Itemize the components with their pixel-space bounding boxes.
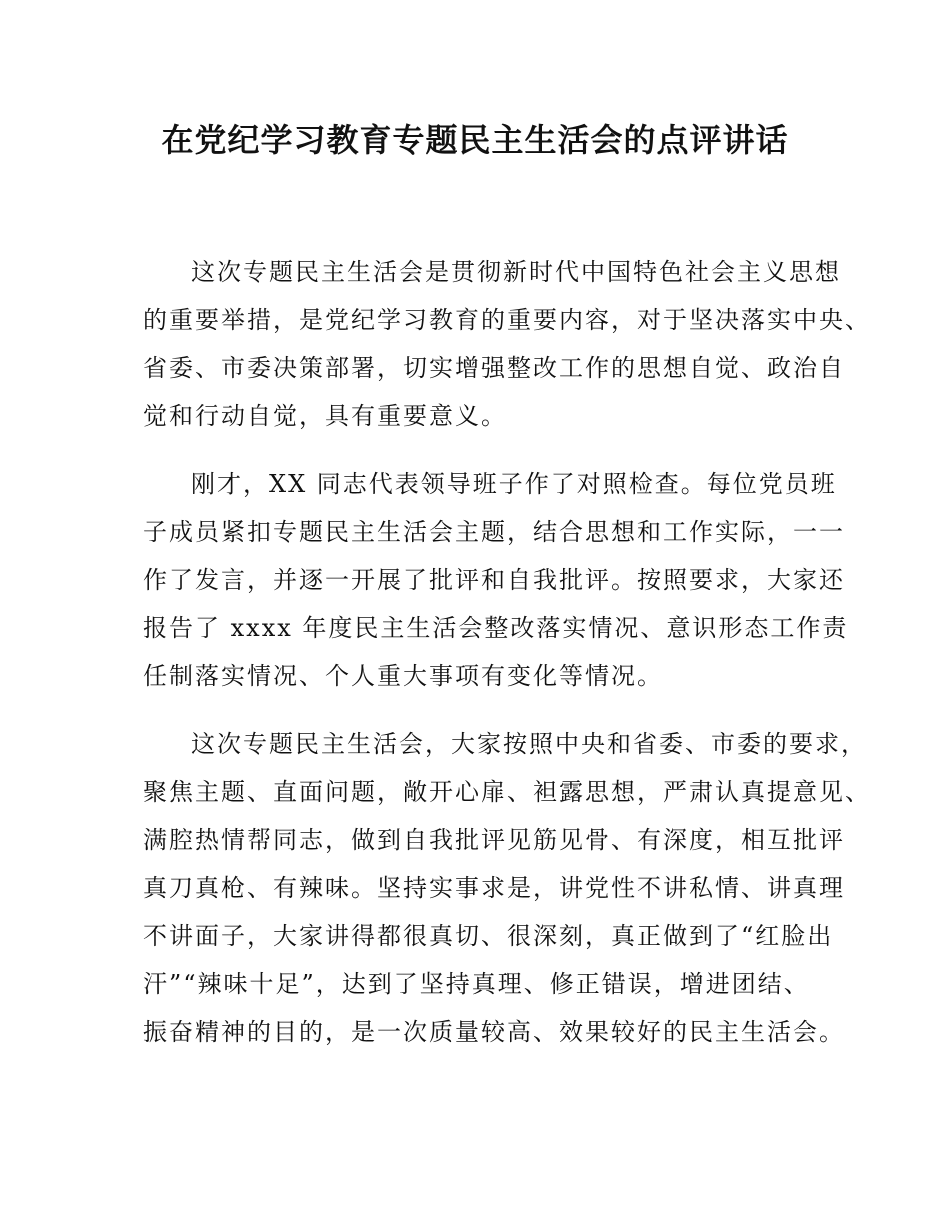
document-body [143,248,871,1076]
paragraph-2 [143,460,849,700]
text-line: 子成员紧扣专题民主生活会主题，结合思想和工作实际，一一 [143,518,845,546]
text-line: 满腔热情帮同志，做到自我批评见筋见骨、有深度，相互批评 [143,826,845,854]
text-line: 刚才，XX 同志代表领导班子作了对照检查。每位党员班 [191,470,837,498]
text-line: 省委、市委决策部署，切实增强整改工作的思想自觉、政治自 [143,354,845,382]
text-line: 不讲面子，大家讲得都很真切、很深刻，真正做到了“红脸出 [143,922,834,950]
text-line: 这次专题民主生活会，大家按照中央和省委、市委的要求， [191,730,867,758]
text-line: 聚焦主题、直面问题，敞开心扉、袒露思想，严肃认真提意见、 [143,778,871,806]
paragraph-3 [143,720,871,1056]
text-line: 觉和行动自觉，具有重要意义。 [143,402,507,430]
text-line: 汗”“辣味十足”，达到了坚持真理、修正错误，增进团结、 [143,970,810,998]
text-line: 振奋精神的目的，是一次质量较高、效果较好的民主生活会。 [143,1018,845,1046]
text-line: 真刀真枪、有辣味。坚持实事求是，讲党性不讲私情、讲真理 [143,874,845,902]
text-line: 这次专题民主生活会是贯彻新时代中国特色社会主义思想 [191,258,841,286]
text-line: 的重要举措，是党纪学习教育的重要内容，对于坚决落实中央、 [143,306,871,334]
document-title: 在党纪学习教育专题民主生活会的点评讲话 [161,121,789,159]
text-line: 任制落实情况、个人重大事项有变化等情况。 [143,662,663,690]
text-line: 报告了 xxxx 年度民主生活会整改落实情况、意识形态工作责 [143,614,849,642]
text-line: 作了发言，并逐一开展了批评和自我批评。按照要求，大家还 [143,566,845,594]
paragraph-1 [143,248,871,440]
